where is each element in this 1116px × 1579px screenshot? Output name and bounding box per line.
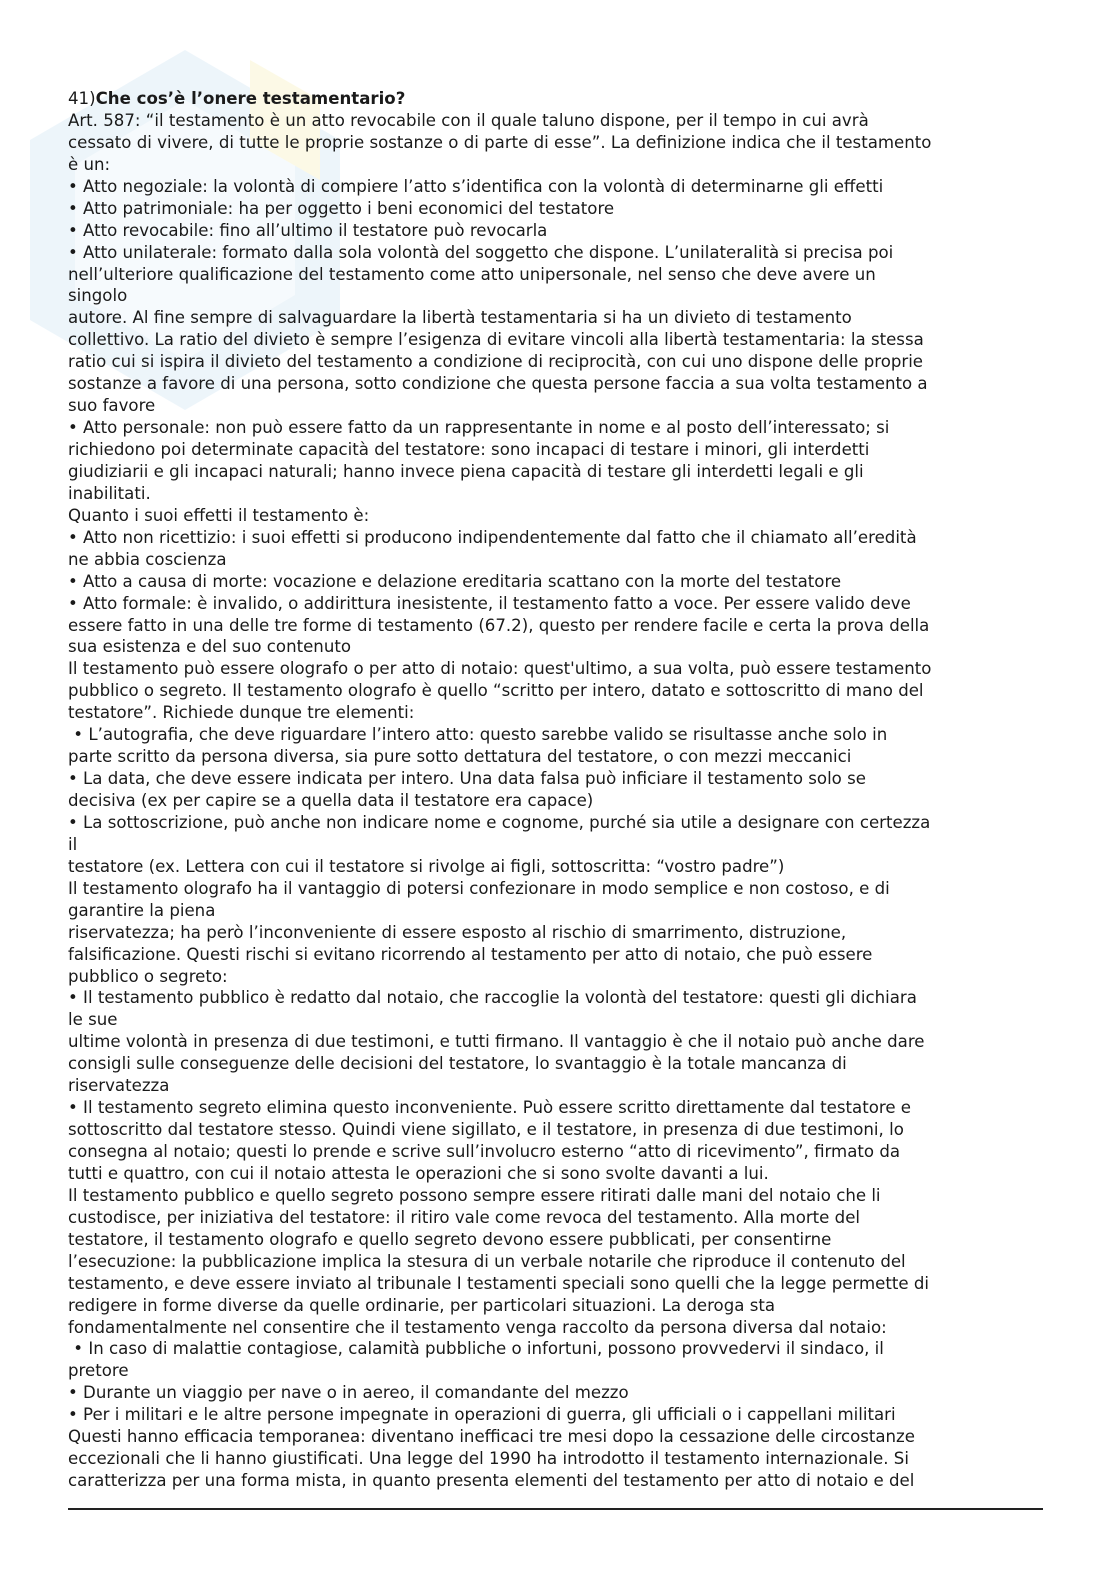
text-line: Il testamento pubblico e quello segreto possono sempre essere ritirati dalle mani del notaio che li (68, 1185, 881, 1205)
text-line: • In caso di malattie contagiose, calamità pubbliche o infortuni, possono provvedervi il sindaco, il (68, 1339, 884, 1359)
text-line: riservatezza; ha però l’inconveniente di essere esposto al rischio di smarrimento, distruzione, (68, 922, 847, 942)
text-line: • Atto personale: non può essere fatto da un rappresentante in nome e al posto dell’interessato; si (68, 418, 890, 438)
text-line: Il testamento può essere olografo o per atto di notaio: quest'ultimo, a sua volta, può essere testamento (68, 659, 932, 679)
text-line: custodisce, per iniziativa del testatore: il ritiro vale come revoca del testamento. Alla morte del (68, 1207, 861, 1227)
text-line: sua esistenza e del suo contenuto (68, 637, 352, 657)
text-line: • Atto a causa di morte: vocazione e delazione ereditaria scattano con la morte del testatore (68, 571, 842, 591)
text-line: garantire la piena (68, 900, 216, 920)
text-line: essere fatto in una delle tre forme di testamento (67.2), questo per rendere facile e certa la prova della (68, 615, 930, 635)
text-line: l’esecuzione: la pubblicazione implica la stesura di un verbale notarile che riproduce il contenuto del (68, 1251, 906, 1271)
text-line: caratterizza per una forma mista, in quanto presenta elementi del testamento per atto di notaio e del (68, 1471, 915, 1491)
text-line: le sue (68, 1010, 118, 1030)
document-body (68, 88, 1053, 1492)
text-line: parte scritto da persona diversa, sia pure sotto dettatura del testatore, o con mezzi meccanici (68, 747, 852, 767)
text-line: pubblico o segreto: (68, 966, 228, 986)
text-line: sottoscritto dal testatore stesso. Quindi viene sigillato, e il testatore, in presenza di due testimoni, lo (68, 1120, 904, 1140)
text-line: • L’autografia, che deve riguardare l’intero atto: questo sarebbe valido se risultasse anche solo in (68, 725, 888, 745)
page-bottom-rule (68, 1508, 1043, 1510)
text-line: • Per i militari e le altre persone impegnate in operazioni di guerra, gli ufficiali o i cappellani militari (68, 1405, 896, 1425)
text-line: testatore (ex. Lettera con cui il testatore si rivolge ai figli, sottoscritta: “vostro padre”) (68, 856, 785, 876)
text-line: testamento, e deve essere inviato al tribunale I testamenti speciali sono quelli che la legge permette di (68, 1273, 930, 1293)
text-line: • Il testamento pubblico è redatto dal notaio, che raccoglie la volontà del testatore: questi gli dichiara (68, 988, 917, 1008)
text-line: pretore (68, 1361, 129, 1381)
text-line: ne abbia coscienza (68, 549, 227, 569)
text-line: autore. Al fine sempre di salvaguardare la libertà testamentaria si ha un divieto di testamento (68, 308, 852, 328)
text-line: il (68, 834, 78, 854)
text-line: eccezionali che li hanno giustificati. Una legge del 1990 ha introdotto il testamento internazionale. Si (68, 1449, 909, 1469)
text-line: sostanze a favore di una persona, sotto condizione che questa persone faccia a sua volta testamento a (68, 374, 928, 394)
question-number: 41) (68, 89, 96, 108)
text-line: riservatezza (68, 1076, 170, 1096)
text-line: cessato di vivere, di tutte le proprie sostanze o di parte di esse”. La definizione indica che il testamento (68, 132, 932, 152)
text-line: testatore”. Richiede dunque tre elementi: (68, 703, 415, 723)
text-line: • La sottoscrizione, può anche non indicare nome e cognome, purché sia utile a designare con certezza (68, 812, 931, 832)
text-line: • La data, che deve essere indicata per intero. Una data falsa può inficiare il testamento solo se (68, 769, 866, 789)
text-line: fondamentalmente nel consentire che il testamento venga raccolto da persona diversa dal notaio: (68, 1317, 887, 1337)
text-line: • Il testamento segreto elimina questo inconveniente. Può essere scritto direttamente dal testatore e (68, 1098, 912, 1118)
text-line: • Atto negoziale: la volontà di compiere l’atto s’identifica con la volontà di determinarne gli effetti (68, 176, 884, 196)
text-line: tutti e quattro, con cui il notaio attesta le operazioni che si sono svolte davanti a lui. (68, 1163, 769, 1183)
text-line: • Durante un viaggio per nave o in aereo, il comandante del mezzo (68, 1383, 629, 1403)
text-line: ultime volontà in presenza di due testimoni, e tutti firmano. Il vantaggio è che il notaio può anche dare (68, 1032, 925, 1052)
text-line: • Atto formale: è invalido, o addirittura inesistente, il testamento fatto a voce. Per essere valido deve (68, 593, 911, 613)
text-line: suo favore (68, 396, 156, 416)
text-line: pubblico o segreto. Il testamento olografo è quello “scritto per intero, datato e sottoscritto di mano del (68, 681, 924, 701)
text-line: Il testamento olografo ha il vantaggio di potersi confezionare in modo semplice e non costoso, e di (68, 878, 890, 898)
text-line: collettivo. La ratio del divieto è sempre l’esigenza di evitare vincoli alla libertà testamentaria: la stessa (68, 330, 924, 350)
text-line: decisiva (ex per capire se a quella data il testatore era capace) (68, 791, 594, 810)
text-line: • Atto patrimoniale: ha per oggetto i beni economici del testatore (68, 198, 615, 218)
question-heading (68, 88, 1053, 110)
question-title: Che cos’è l’onere testamentario? (95, 89, 406, 108)
text-line: giudiziarii e gli incapaci naturali; hanno invece piena capacità di testare gli interdetti legali e gli (68, 461, 864, 481)
text-line: • Atto non ricettizio: i suoi effetti si producono indipendentemente dal fatto che il chiamato all’eredità (68, 527, 917, 547)
text-line: inabilitati. (68, 483, 151, 503)
text-line: nell’ulteriore qualificazione del testamento come atto unipersonale, nel senso che deve avere un (68, 264, 876, 284)
text-line: ratio cui si ispira il divieto del testamento a condizione di reciprocità, con cui uno dispone delle proprie (68, 352, 924, 372)
text-line: • Atto revocabile: fino all’ultimo il testatore può revocarla (68, 220, 548, 240)
text-line: singolo (68, 286, 128, 306)
text-line: falsificazione. Questi rischi si evitano ricorrendo al testamento per atto di notaio, che può essere (68, 944, 873, 964)
text-line: richiedono poi determinate capacità del testatore: sono incapaci di testare i minori, gli interdetti (68, 440, 870, 459)
text-line: • Atto unilaterale: formato dalla sola volontà del soggetto che dispone. L’unilateralità si precisa poi (68, 242, 894, 262)
text-line: Questi hanno efficacia temporanea: diventano inefficaci tre mesi dopo la cessazione delle circostanze (68, 1427, 915, 1447)
text-line: è un: (68, 154, 111, 174)
text-line: redigere in forme diverse da quelle ordinarie, per particolari situazioni. La deroga sta (68, 1295, 776, 1315)
text-line: consigli sulle conseguenze delle decisioni del testatore, lo svantaggio è la totale mancanza di (68, 1054, 847, 1074)
text-line: Quanto i suoi effetti il testamento è: (68, 505, 370, 525)
text-line: consegna al notaio; questi lo prende e scrive sull’involucro esterno “atto di ricevimento”, firmato da (68, 1142, 901, 1161)
text-line: Art. 587: “il testamento è un atto revocabile con il quale taluno dispone, per il tempo in cui avrà (68, 110, 869, 130)
text-line: testatore, il testamento olografo e quello segreto devono essere pubblicati, per consentirne (68, 1229, 832, 1249)
